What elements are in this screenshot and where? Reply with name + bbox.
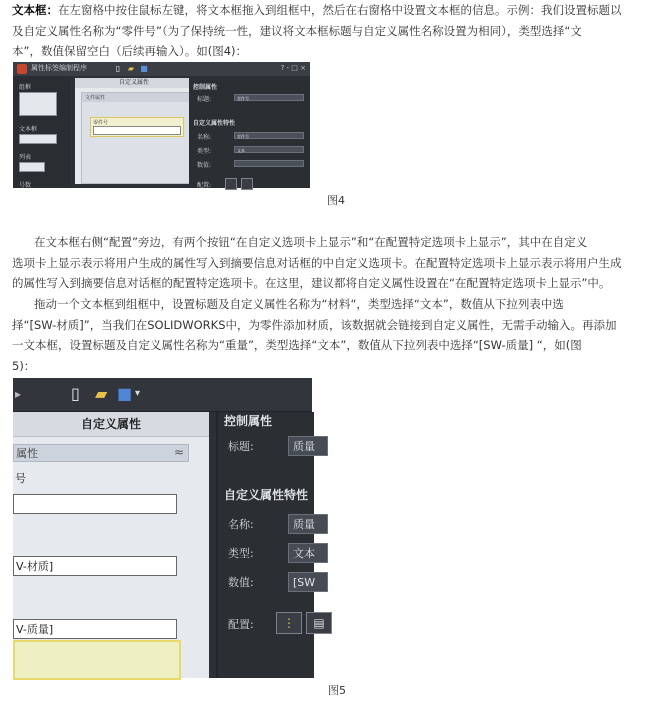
figure-5-caption: 图5 — [328, 684, 346, 697]
fig5-form-canvas — [13, 412, 209, 678]
show-on-custom-tab-button[interactable]: ⋮ — [276, 612, 302, 634]
para1-line2: 及自定义属性名称为“零件号”（为了保持统一性，建议将文本框标题与自定义属性名称设置为相同），类型选择“文 — [12, 23, 582, 38]
fig5-field1-label: 号 — [15, 472, 26, 485]
save-icon[interactable]: ■ — [117, 384, 133, 403]
fig4-config-tab-button[interactable] — [241, 178, 253, 190]
fig4-titlebar — [13, 62, 310, 76]
material-paragraph — [12, 294, 654, 376]
fig5-type-label: 类型: — [228, 547, 254, 560]
fig5-group-header[interactable]: 属性 — [13, 444, 189, 462]
fig4-form-canvas — [75, 78, 193, 184]
fig4-groupbox[interactable] — [81, 92, 191, 184]
figure-4-caption: 图4 — [327, 194, 345, 207]
fig5-type-select[interactable]: 文本 — [288, 543, 328, 563]
fig4-form-header: 自定义属性 — [75, 78, 193, 88]
palette-textbox-label[interactable]: 文本框 — [19, 126, 38, 133]
open-folder-icon[interactable]: ▰ — [95, 384, 108, 403]
fig4-properties-panel — [189, 76, 310, 188]
palette-textbox-preview[interactable] — [19, 134, 57, 144]
fig4-name-label: 名称: — [197, 134, 212, 141]
chevron-left-icon[interactable]: ▸ — [15, 387, 22, 401]
palette-list-label[interactable]: 列表 — [19, 154, 32, 161]
para3-line3: 一文本框，设置标题及自定义属性名称为“重量”，类型选择“文本”，数值从下拉列表中选择“[SW-质量] “，如(图 — [12, 338, 582, 352]
para3-line2: 择“[SW-材质]”，当我们在SOLIDWORKS中，为零件添加材质，该数据就会链接到自定义属性，无需手动输入。再添加 — [12, 317, 617, 332]
fig4-custom-tab-button[interactable] — [225, 178, 237, 190]
para3-line1: 拖动一个文本框到组框中，设置标题及自定义属性名称为“材料“，类型选择“文本”，数值从下拉列表中选 — [34, 297, 564, 311]
palette-number-label[interactable]: 号数 — [19, 182, 32, 189]
fig4-name-select[interactable]: 零件号 — [234, 132, 304, 139]
para2-line2: 选项卡上显示表示将用户生成的属性写入到摘要信息对话框的中自定义选项卡。在配置特定选项卡上显示表示将用户生成 — [12, 255, 622, 270]
new-file-icon[interactable]: ▯ — [71, 384, 80, 403]
config-paragraph — [12, 232, 654, 294]
fig4-config-label: 配置: — [197, 182, 212, 189]
palette-groupbox-label[interactable]: 组框 — [19, 84, 32, 91]
fig5-field1-input[interactable] — [13, 494, 177, 514]
fig5-properties-panel — [216, 412, 325, 678]
fig4-field-label: 零件号 — [93, 120, 109, 126]
intro-paragraph — [12, 0, 654, 62]
show-on-config-tab-button[interactable]: ▤ — [306, 612, 332, 634]
fig5-selected-weight-textbox[interactable] — [13, 640, 181, 680]
fig4-type-label: 类型: — [197, 148, 212, 155]
para2-line3: 的属性写入到摘要信息对话框的配置特定选项卡。在这里，建议都将自定义属性设置在“在配置特定选项卡上显示”中。 — [12, 276, 611, 290]
fig4-custom-props-heading: 自定义属性特性 — [193, 120, 236, 127]
fig4-control-props-heading: 控制属性 — [193, 84, 218, 91]
save-icon[interactable]: ■ — [140, 64, 148, 73]
fig5-title-label: 标题: — [228, 440, 254, 453]
save-dropdown-icon[interactable]: ▾ — [135, 388, 141, 399]
fig5-title-input[interactable]: 质量 — [288, 436, 328, 456]
fig4-value-select[interactable] — [234, 160, 304, 167]
app-logo-icon — [17, 64, 27, 74]
fig4-title-input[interactable]: 零件号 — [234, 94, 304, 101]
fig5-name-select[interactable]: 质量 — [288, 514, 328, 534]
para2-line1: 在文本框右侧“配置”旁边，有两个按钮“在自定义选项卡上显示”和“在配置特定选项卡上显示”，其中在自定义 — [34, 235, 588, 249]
fig5-value-select[interactable]: [SW — [288, 572, 328, 592]
fig4-selected-textbox[interactable] — [90, 117, 184, 137]
palette-list-preview[interactable] — [19, 162, 45, 172]
new-file-icon[interactable]: ▯ — [115, 64, 121, 73]
fig4-value-label: 数值: — [197, 162, 212, 169]
para3-line4: 5)： — [12, 358, 36, 373]
palette-groupbox-preview[interactable] — [19, 92, 57, 116]
fig5-form-header: 自定义属性 — [13, 412, 209, 437]
fig4-title-label: 标题: — [197, 96, 212, 103]
fig5-value-label: 数值: — [228, 576, 254, 589]
fig5-custom-props-heading: 自定义属性特性 — [224, 488, 309, 502]
fig5-toolbar — [13, 378, 312, 412]
figure-5-screenshot — [13, 378, 325, 678]
fig5-name-label: 名称: — [228, 518, 254, 531]
para1-line1: 文本框：在左窗格中按住鼠标左键，将文本框拖入到组框中，然后在右窗格中设置文本框的信息。示例：我们设置标题以 — [12, 3, 622, 17]
fig4-control-palette — [13, 76, 71, 188]
fig5-weight-input[interactable]: V-质量] — [13, 619, 177, 639]
fig4-window-title: 属性标签编制程序 — [31, 64, 87, 72]
open-folder-icon[interactable]: ▰ — [127, 64, 135, 73]
fig5-control-props-heading: 控制属性 — [224, 414, 273, 428]
para1-line3: 本”，数值保留空白（后续再输入）。如(图4)： — [12, 44, 247, 58]
fig5-config-label: 配置: — [228, 618, 254, 631]
fig4-group-label: 文件属性 — [82, 93, 190, 102]
collapse-chevron-icon[interactable]: ≈ — [174, 445, 185, 459]
fig4-type-select[interactable]: 文本 — [234, 146, 304, 153]
fig4-field-input[interactable] — [93, 126, 181, 135]
window-controls[interactable]: ? - □ × — [280, 64, 306, 72]
figure-4-screenshot — [13, 62, 310, 188]
fig5-material-input[interactable]: V-材质] — [13, 556, 177, 576]
textbox-term: 文本框： — [12, 3, 58, 17]
